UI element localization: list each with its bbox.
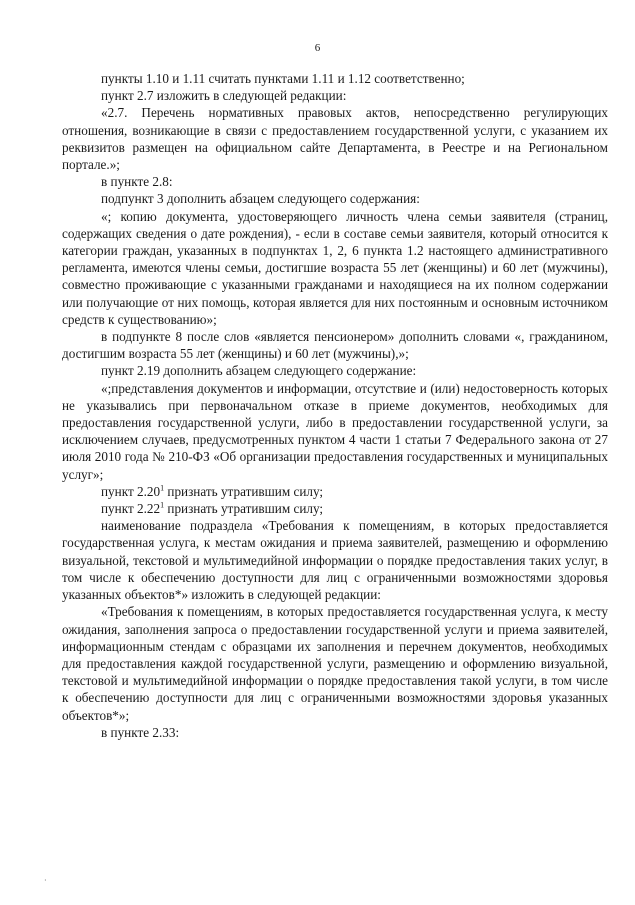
paragraph-text: признать утратившим силу; bbox=[164, 501, 324, 517]
page-number: 6 bbox=[314, 42, 321, 54]
paragraph bbox=[62, 500, 608, 517]
paragraph-text: признать утратившим силу; bbox=[164, 483, 324, 499]
paragraph: пункты 1.10 и 1.11 считать пунктами 1.11 и 1.12 соответственно; bbox=[101, 71, 465, 86]
paragraph: в подпункте 8 после слов «является пенсионером» дополнить словами «, гражданином, достигшим возраста 55 лет (женщины) и 60 лет (мужчины),»; bbox=[62, 329, 608, 362]
paragraph-text: пункт 2.22 bbox=[101, 501, 161, 517]
paragraph: «Требования к помещениям, в которых предоставляется государственная услуга, к месту ожидания, заполнения запроса о предоставлении государственной услуги и приема заявителей, информационным стендам с образцами их заполнения и перечнем документов, необходимых для предоставления каждой государственной услуги, размещению и оформлению визуальной, текстовой и мультимедийной информации о порядке предоставления такой услуги, в том числе к обеспечению доступности для лиц с ограниченными возможностями здоровья указанных объектов*»; bbox=[62, 604, 608, 723]
paragraph-text: пункт 2.20 bbox=[101, 483, 161, 499]
paragraph: пункт 2.19 дополнить абзацем следующего содержание: bbox=[101, 363, 417, 379]
paragraph: «;представления документов и информации, отсутствие и (или) недостоверность которых не указывались при первоначальном отказе в приеме документов, необходимых для предоставления государственной услуги, либо в предоставлении государственной услуги, за исключением случаев, предусмотренных пунктом 4 части 1 статьи 7 Федерального закона от 27 июля 2010 года № 210-ФЗ «Об организации предоставления государственных и муниципальных услуг»; bbox=[62, 380, 608, 482]
document-body bbox=[62, 70, 608, 741]
paragraph: «; копию документа, удостоверяющего личность члена семьи заявителя (страниц, содержащих сведения о дате рождения), - если в составе семьи заявителя, который относится к категории граждан, указанных в подпунктах 1, 2, 6 пункта 1.2 настоящего административного регламента, имеются члены семьи, достигшие возраста 55 лет (женщины) и 60 лет (мужчины), совместно проживающие с указанными гражданами и находящиеся на их полном содержании или получающие от них помощь, которая является для них постоянным и основным источником средств к существованию»; bbox=[62, 208, 608, 327]
paragraph: в пункте 2.33: bbox=[101, 724, 180, 740]
paragraph: пункт 2.7 изложить в следующей редакции: bbox=[101, 88, 347, 104]
superscript: 1 bbox=[160, 500, 165, 510]
scan-speck: · bbox=[44, 876, 47, 885]
paragraph bbox=[62, 483, 608, 500]
paragraph: «2.7. Перечень нормативных правовых актов, непосредственно регулирующих отношения, возникающие в связи с предоставлением государственной услуги, с указанием их реквизитов размещен на официальном сайте Департамента, в Реестре и на Региональном портале.»; bbox=[62, 105, 608, 173]
paragraph: наименование подраздела «Требования к помещениям, в которых предоставляется государственная услуга, к местам ожидания и приема заявителей, размещению и оформлению визуальной, текстовой и мультимедийной информации о порядке предоставления таких услуг, в том числе к обеспечению доступности для лиц с ограниченными возможностями здоровья указанных объектов*» изложить в следующей редакции: bbox=[62, 518, 608, 603]
superscript: 1 bbox=[160, 483, 165, 493]
paragraph: подпункт 3 дополнить абзацем следующего содержания: bbox=[101, 191, 420, 207]
paragraph: в пункте 2.8: bbox=[101, 174, 173, 190]
